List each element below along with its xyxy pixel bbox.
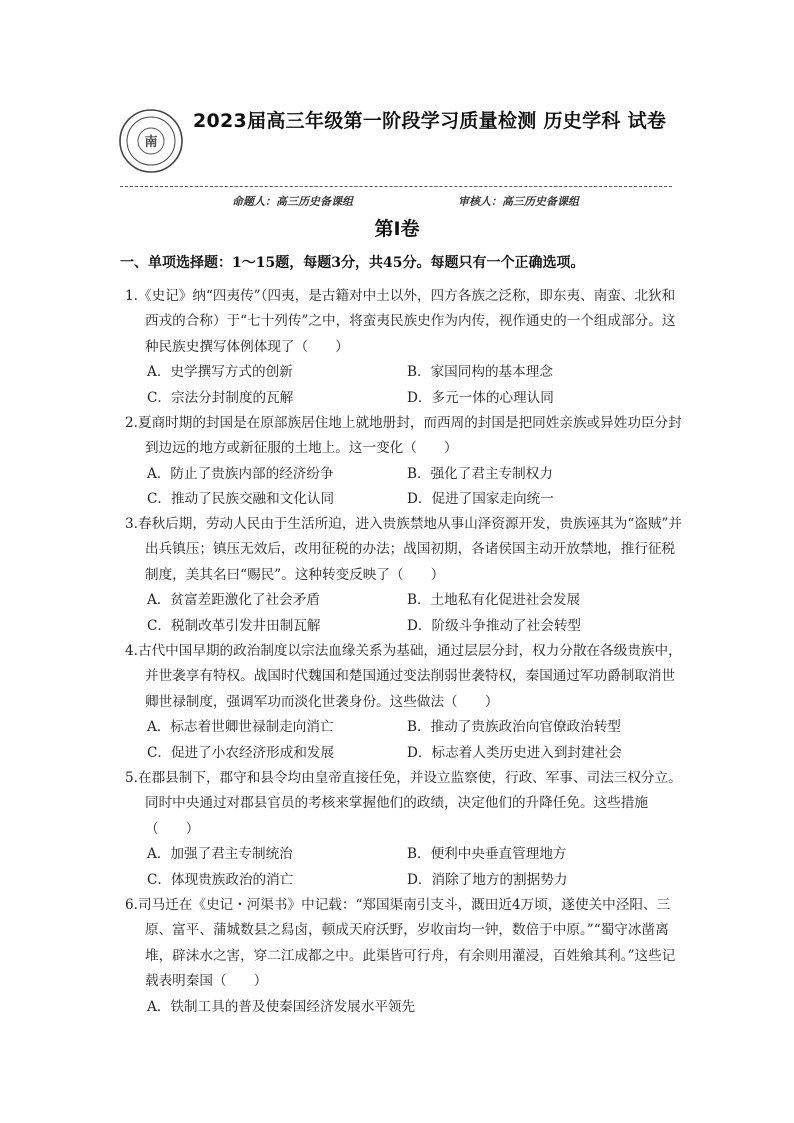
- question-stem: 6.司马迁在《史记・河渠书》中记载：“郑国渠南引支斗，溉田近4万顷，遂使关中泾阳、三原、富平、蒲城数县之舄卤，顿成天府沃野，岁收亩均一钟，数倍于中原。”“蜀守冰凿离堆，辟沫水之害，穿二江成都之中。此渠皆可行舟，有余则用灌浸，百姓飨其利。”这些记载表明秦国（ ）: [125, 897, 676, 990]
- question-2: [125, 411, 685, 513]
- question-6: [125, 893, 685, 1020]
- option-c: C．促进了小农经济形成和发展: [147, 744, 335, 761]
- question-stem: 1.《史记》纳“四夷传”（四夷，是古籍对中土以外，四方各族之泛称，即东夷、南蛮、北狄和西戎的合称）于“七十列传”之中，将蛮夷民族史作为内传，视作通史的一个组成部分。这种民族史撰写体例体现了（ ）: [125, 288, 676, 355]
- header-divider: [120, 186, 672, 187]
- option-a: A．标志着世卿世禄制走向消亡: [147, 719, 334, 736]
- question-1: [125, 284, 685, 411]
- option-a: A．贫富差距激化了社会矛盾: [147, 592, 320, 609]
- option-c: C．税制改革引发井田制瓦解: [147, 617, 321, 634]
- option-c: C．宗法分封制度的瓦解: [147, 389, 294, 406]
- question-3: [125, 512, 685, 639]
- option-b: B．家国同构的基本理念: [407, 364, 553, 381]
- option-d: D．阶级斗争推动了社会转型: [407, 617, 582, 634]
- option-d: D．促进了国家走向统一: [407, 491, 554, 508]
- option-b: B．推动了贵族政治向官僚政治转型: [407, 719, 621, 736]
- option-a: A．防止了贵族内部的经济纷争: [147, 465, 334, 482]
- question-4: [125, 639, 685, 766]
- option-b: B．便利中央垂直管理地方: [407, 846, 567, 863]
- option-a: A．加强了君主专制统治: [147, 846, 293, 863]
- school-seal: [118, 108, 184, 174]
- option-b: B．土地私有化促进社会发展: [407, 592, 581, 609]
- option-c: C．体现贵族政治的消亡: [147, 871, 294, 888]
- page-title: 2023届高三年级第一阶段学习质量检测 历史学科 试卷: [193, 110, 667, 132]
- option-a: A．铁制工具的普及使秦国经济发展水平领先: [147, 998, 416, 1015]
- question-setter: 命题人：高三历史备课组: [232, 195, 353, 208]
- option-a: A．史学撰写方式的创新: [147, 364, 293, 381]
- option-d: D．消除了地方的割据势力: [407, 871, 568, 888]
- question-stem: 3.春秋后期，劳动人民由于生活所迫，进入贵族禁地从事山泽资源开发，贵族诬其为“盗贼”并出兵镇压；镇压无效后，改用征税的办法；战国初期，各诸侯国主动开放禁地，推行征税制度，美其名曰“赐民”。这种转变反映了（ ）: [125, 516, 683, 583]
- option-d: D．多元一体的心理认同: [407, 389, 554, 406]
- question-stem: 5.在郡县制下，郡守和县令均由皇帝直接任免，并设立监察使，行政、军事、司法三权分立。同时中央通过对郡县官员的考核来掌握他们的政绩，决定他们的升降任免。这些措施（ ）: [125, 770, 682, 837]
- question-stem: 4.古代中国早期的政治制度以宗法血缘关系为基础，通过层层分封，权力分散在各级贵族中，并世袭享有特权。战国时代魏国和楚国通过变法削弱世袭特权，秦国通过军功爵制取消世卿世禄制度，强调军功而淡化世袭身份。这些做法（ ）: [125, 643, 682, 710]
- section-title: 第Ⅰ卷: [374, 218, 420, 240]
- instructions: 一、单项选择题：1～15题，每题3分，共45分。每题只有一个正确选项。: [120, 255, 585, 271]
- option-c: C．推动了民族交融和文化认同: [147, 491, 335, 508]
- option-d: D．标志着人类历史进入到封建社会: [407, 744, 622, 761]
- reviewer: 审核人：高三历史备课组: [458, 195, 579, 208]
- seal-character: 南: [144, 135, 158, 150]
- question-5: [125, 766, 685, 893]
- question-stem: 2.夏商时期的封国是在原部族居住地上就地册封，而西周的封国是把同姓亲族或异姓功臣分封到边远的地方或新征服的土地上。这一变化（ ）: [125, 415, 682, 457]
- option-b: B．强化了君主专制权力: [407, 465, 553, 482]
